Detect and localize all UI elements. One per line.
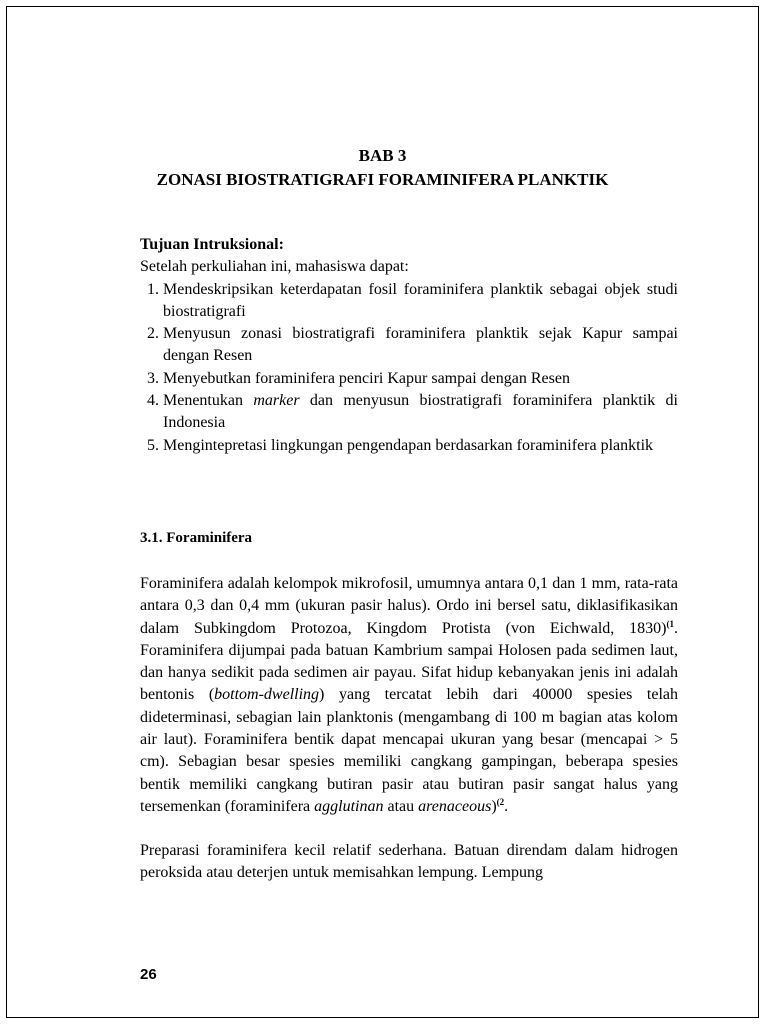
paragraph-text: )	[491, 797, 497, 815]
objectives-heading: Tujuan Intruksional:	[140, 236, 284, 253]
paragraph-text: . Foraminifera dijumpai pada batuan Kambrium sampai Holosen pada sedimen laut, dan hanya sedikit pada sedimen air payau. Sifat hidup kebanyakan jenis ini adalah bentonis (	[140, 619, 678, 704]
paragraph-1	[140, 573, 678, 818]
objective-text: Menentukan	[163, 392, 254, 410]
document-page	[6, 6, 759, 1018]
objective-item: 1. Mendeskripsikan keterdapatan fosil foraminifera planktik sebagai objek studi biostratigrafi	[163, 279, 678, 324]
objective-item	[163, 390, 678, 435]
paragraph-text: atau	[383, 797, 419, 815]
page-number: 26	[140, 966, 157, 983]
objective-italic-term: marker	[253, 392, 300, 410]
section-heading: 3.1. Foraminifera	[140, 530, 253, 546]
paragraph-text: Foraminifera adalah kelompok mikrofosil, umumnya antara 0,1 dan 1 mm, rata-rata antara 0,3 dan 0,4 mm (ukuran pasir halus). Ordo ini bersel satu, diklasifikasikan dalam Subkingdom Protozoa, Kingdom Protista (von Eichwald, 1830)	[140, 575, 678, 637]
objective-item: 5. Mengintepretasi lingkungan pengendapan berdasarkan foraminifera planktik	[163, 435, 678, 457]
objectives-block	[140, 234, 678, 457]
italic-term: arenaceous	[418, 797, 492, 815]
italic-term: agglutinan	[314, 797, 384, 815]
chapter-number: BAB 3	[358, 146, 407, 165]
objective-item: 2. Menyusun zonasi biostratigrafi foraminifera planktik sejak Kapur sampai dengan Resen	[163, 323, 678, 368]
citation-ref: (2	[496, 796, 505, 807]
objectives-list	[140, 279, 678, 457]
objective-text: dan menyusun biostratigrafi foraminifera planktik di Indonesia	[163, 392, 678, 432]
italic-term: bottom-dwelling	[214, 686, 320, 704]
paragraph-text: .	[504, 797, 509, 815]
chapter-title: ZONASI BIOSTRATIGRAFI FORAMINIFERA PLANKTIK	[156, 170, 609, 189]
objective-item: 3. Menyebutkan foraminifera penciri Kapur sampai dengan Resen	[163, 368, 678, 390]
objectives-intro: Setelah perkuliahan ini, mahasiswa dapat:	[140, 258, 409, 276]
paragraph-2: Preparasi foraminifera kecil relatif sederhana. Batuan direndam dalam hidrogen peroksida atau deterjen untuk memisahkan lempung. Lempung	[140, 842, 678, 882]
paragraph-text: ) yang tercatat lebih dari 40000 spesies telah dideterminasi, sebagian lain planktonis (mengambang di 100 m bagian atas kolom air laut). Foraminifera bentik dapat mencapai ukuran yang besar (mencapai > 5 cm). Sebagian besar spesies memiliki cangkang gampingan, beberapa spesies bentik memiliki cangkang butiran pasir atau butiran pasir sangat halus yang tersemenkan (foraminifera	[140, 686, 679, 815]
citation-ref: (1	[666, 618, 674, 629]
